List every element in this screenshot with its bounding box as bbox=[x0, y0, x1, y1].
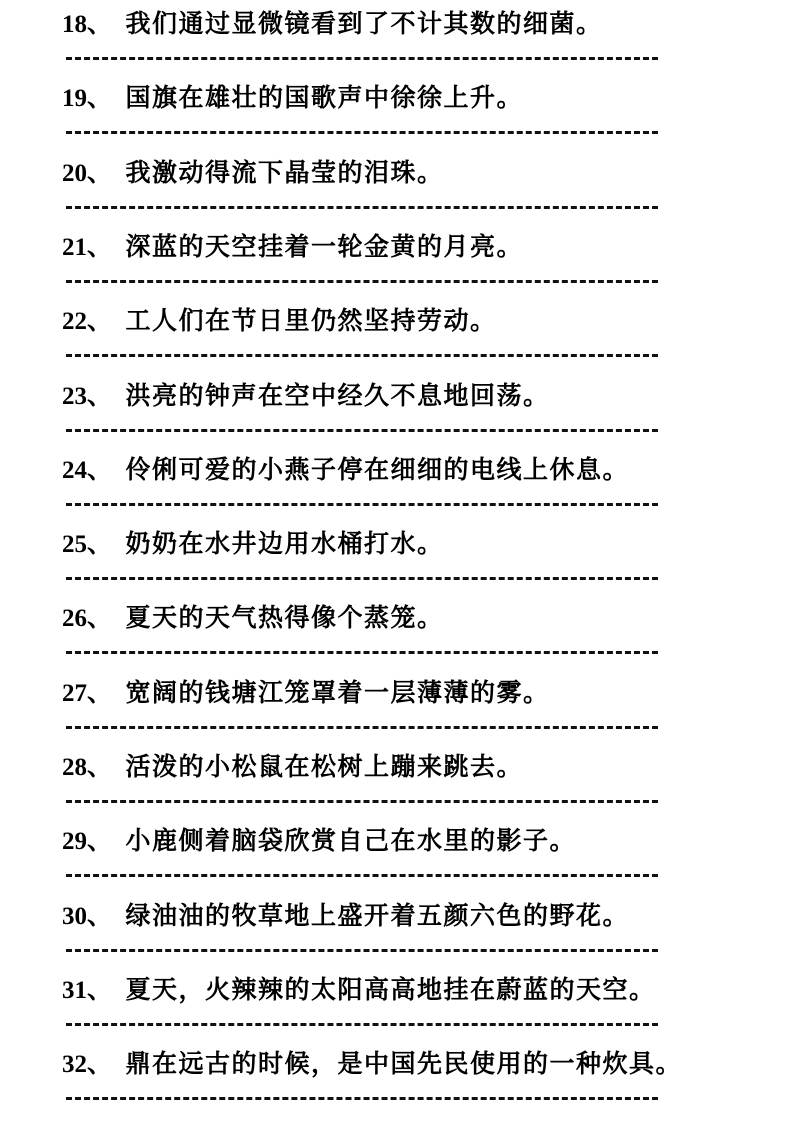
exercise-number: 23 bbox=[62, 382, 87, 410]
answer-line bbox=[66, 429, 658, 432]
enumeration-comma: 、 bbox=[87, 231, 114, 261]
exercise-item bbox=[62, 592, 762, 666]
answer-line bbox=[66, 503, 658, 506]
sentence-text: 夏天的天气热得像个蒸笼。 bbox=[125, 603, 444, 633]
exercise-sentence bbox=[62, 231, 523, 264]
exercise-number: 22 bbox=[62, 308, 87, 336]
exercise-item bbox=[62, 444, 762, 518]
exercise-sentence bbox=[62, 1048, 682, 1081]
exercise-item bbox=[62, 518, 762, 592]
answer-line bbox=[66, 577, 658, 580]
sentence-text: 奶奶在水井边用水桶打水。 bbox=[125, 529, 444, 559]
exercise-item bbox=[62, 72, 762, 146]
enumeration-comma: 、 bbox=[87, 529, 114, 559]
exercise-number: 28 bbox=[62, 754, 87, 781]
exercise-item bbox=[62, 221, 762, 295]
answer-line bbox=[66, 726, 658, 729]
answer-line bbox=[66, 1097, 658, 1100]
exercise-sentence bbox=[62, 157, 444, 190]
answer-line bbox=[66, 280, 658, 283]
enumeration-comma: 、 bbox=[87, 974, 114, 1004]
answer-line bbox=[66, 206, 658, 209]
exercise-number: 20 bbox=[62, 159, 87, 187]
exercise-sentence bbox=[62, 677, 550, 710]
exercise-item bbox=[62, 815, 762, 889]
exercise-number: 27 bbox=[62, 679, 87, 707]
sentence-text: 我们通过显微镜看到了不计其数的细菌。 bbox=[125, 9, 603, 38]
enumeration-comma: 、 bbox=[87, 752, 114, 781]
enumeration-comma: 、 bbox=[87, 306, 114, 336]
exercise-sentence bbox=[62, 602, 444, 635]
enumeration-comma: 、 bbox=[87, 1049, 114, 1079]
exercise-sentence bbox=[62, 8, 603, 41]
exercise-number: 19 bbox=[62, 85, 87, 113]
sentence-text: 工人们在节日里仍然坚持劳动。 bbox=[125, 306, 497, 336]
enumeration-comma: 、 bbox=[87, 603, 114, 633]
sentence-text: 伶俐可爱的小燕子停在细细的电线上休息。 bbox=[125, 454, 630, 484]
exercise-sentence bbox=[62, 380, 550, 413]
exercise-sentence bbox=[62, 528, 444, 561]
sentence-text: 洪亮的钟声在空中经久不息地回荡。 bbox=[125, 380, 550, 410]
exercise-item bbox=[62, 964, 762, 1038]
answer-line bbox=[66, 949, 658, 952]
answer-line bbox=[66, 57, 658, 60]
enumeration-comma: 、 bbox=[87, 9, 114, 38]
exercise-sentence bbox=[62, 974, 656, 1007]
sentence-text: 活泼的小松鼠在松树上蹦来跳去。 bbox=[125, 752, 524, 781]
exercise-sentence bbox=[62, 900, 629, 933]
exercise-item bbox=[62, 667, 762, 741]
exercise-number: 26 bbox=[62, 605, 87, 633]
exercise-number: 31 bbox=[62, 976, 87, 1004]
exercise-item bbox=[62, 0, 762, 72]
exercise-number: 24 bbox=[62, 456, 87, 484]
enumeration-comma: 、 bbox=[87, 83, 114, 113]
sentence-text: 绿油油的牧草地上盛开着五颜六色的野花。 bbox=[125, 900, 630, 930]
answer-line bbox=[66, 131, 658, 134]
enumeration-comma: 、 bbox=[87, 826, 114, 856]
exercise-number: 25 bbox=[62, 531, 87, 559]
answer-line bbox=[66, 651, 658, 654]
exercise-sentence bbox=[62, 751, 523, 784]
exercise-number: 29 bbox=[62, 828, 87, 856]
sentence-text: 夏天，火辣辣的太阳高高地挂在蔚蓝的天空。 bbox=[125, 974, 656, 1004]
enumeration-comma: 、 bbox=[87, 380, 114, 410]
exercise-item bbox=[62, 295, 762, 369]
enumeration-comma: 、 bbox=[87, 157, 114, 187]
exercise-item bbox=[62, 741, 762, 815]
exercise-number: 21 bbox=[62, 233, 87, 261]
sentence-text: 宽阔的钱塘江笼罩着一层薄薄的雾。 bbox=[125, 677, 550, 707]
sentence-text: 国旗在雄壮的国歌声中徐徐上升。 bbox=[125, 83, 524, 113]
exercise-item bbox=[62, 890, 762, 964]
exercise-sentence bbox=[62, 82, 523, 115]
answer-line bbox=[66, 800, 658, 803]
exercise-item bbox=[62, 370, 762, 444]
exercise-item bbox=[62, 147, 762, 221]
exercise-sentence bbox=[62, 305, 497, 338]
answer-line bbox=[66, 354, 658, 357]
exercise-number: 18 bbox=[62, 11, 87, 38]
exercise-number: 32 bbox=[62, 1051, 87, 1079]
exercise-number: 30 bbox=[62, 902, 87, 930]
enumeration-comma: 、 bbox=[87, 900, 114, 930]
sentence-text: 小鹿侧着脑袋欣赏自己在水里的影子。 bbox=[125, 826, 577, 856]
sentence-text: 我激动得流下晶莹的泪珠。 bbox=[125, 157, 444, 187]
answer-line bbox=[66, 1023, 658, 1026]
enumeration-comma: 、 bbox=[87, 677, 114, 707]
exercise-sentence bbox=[62, 825, 576, 858]
exercise-item bbox=[62, 1038, 762, 1112]
answer-line bbox=[66, 874, 658, 877]
sentence-text: 深蓝的天空挂着一轮金黄的月亮。 bbox=[125, 231, 524, 261]
enumeration-comma: 、 bbox=[87, 454, 114, 484]
exercise-sentence bbox=[62, 454, 629, 487]
sentence-text: 鼎在远古的时候，是中国先民使用的一种炊具。 bbox=[125, 1049, 683, 1079]
